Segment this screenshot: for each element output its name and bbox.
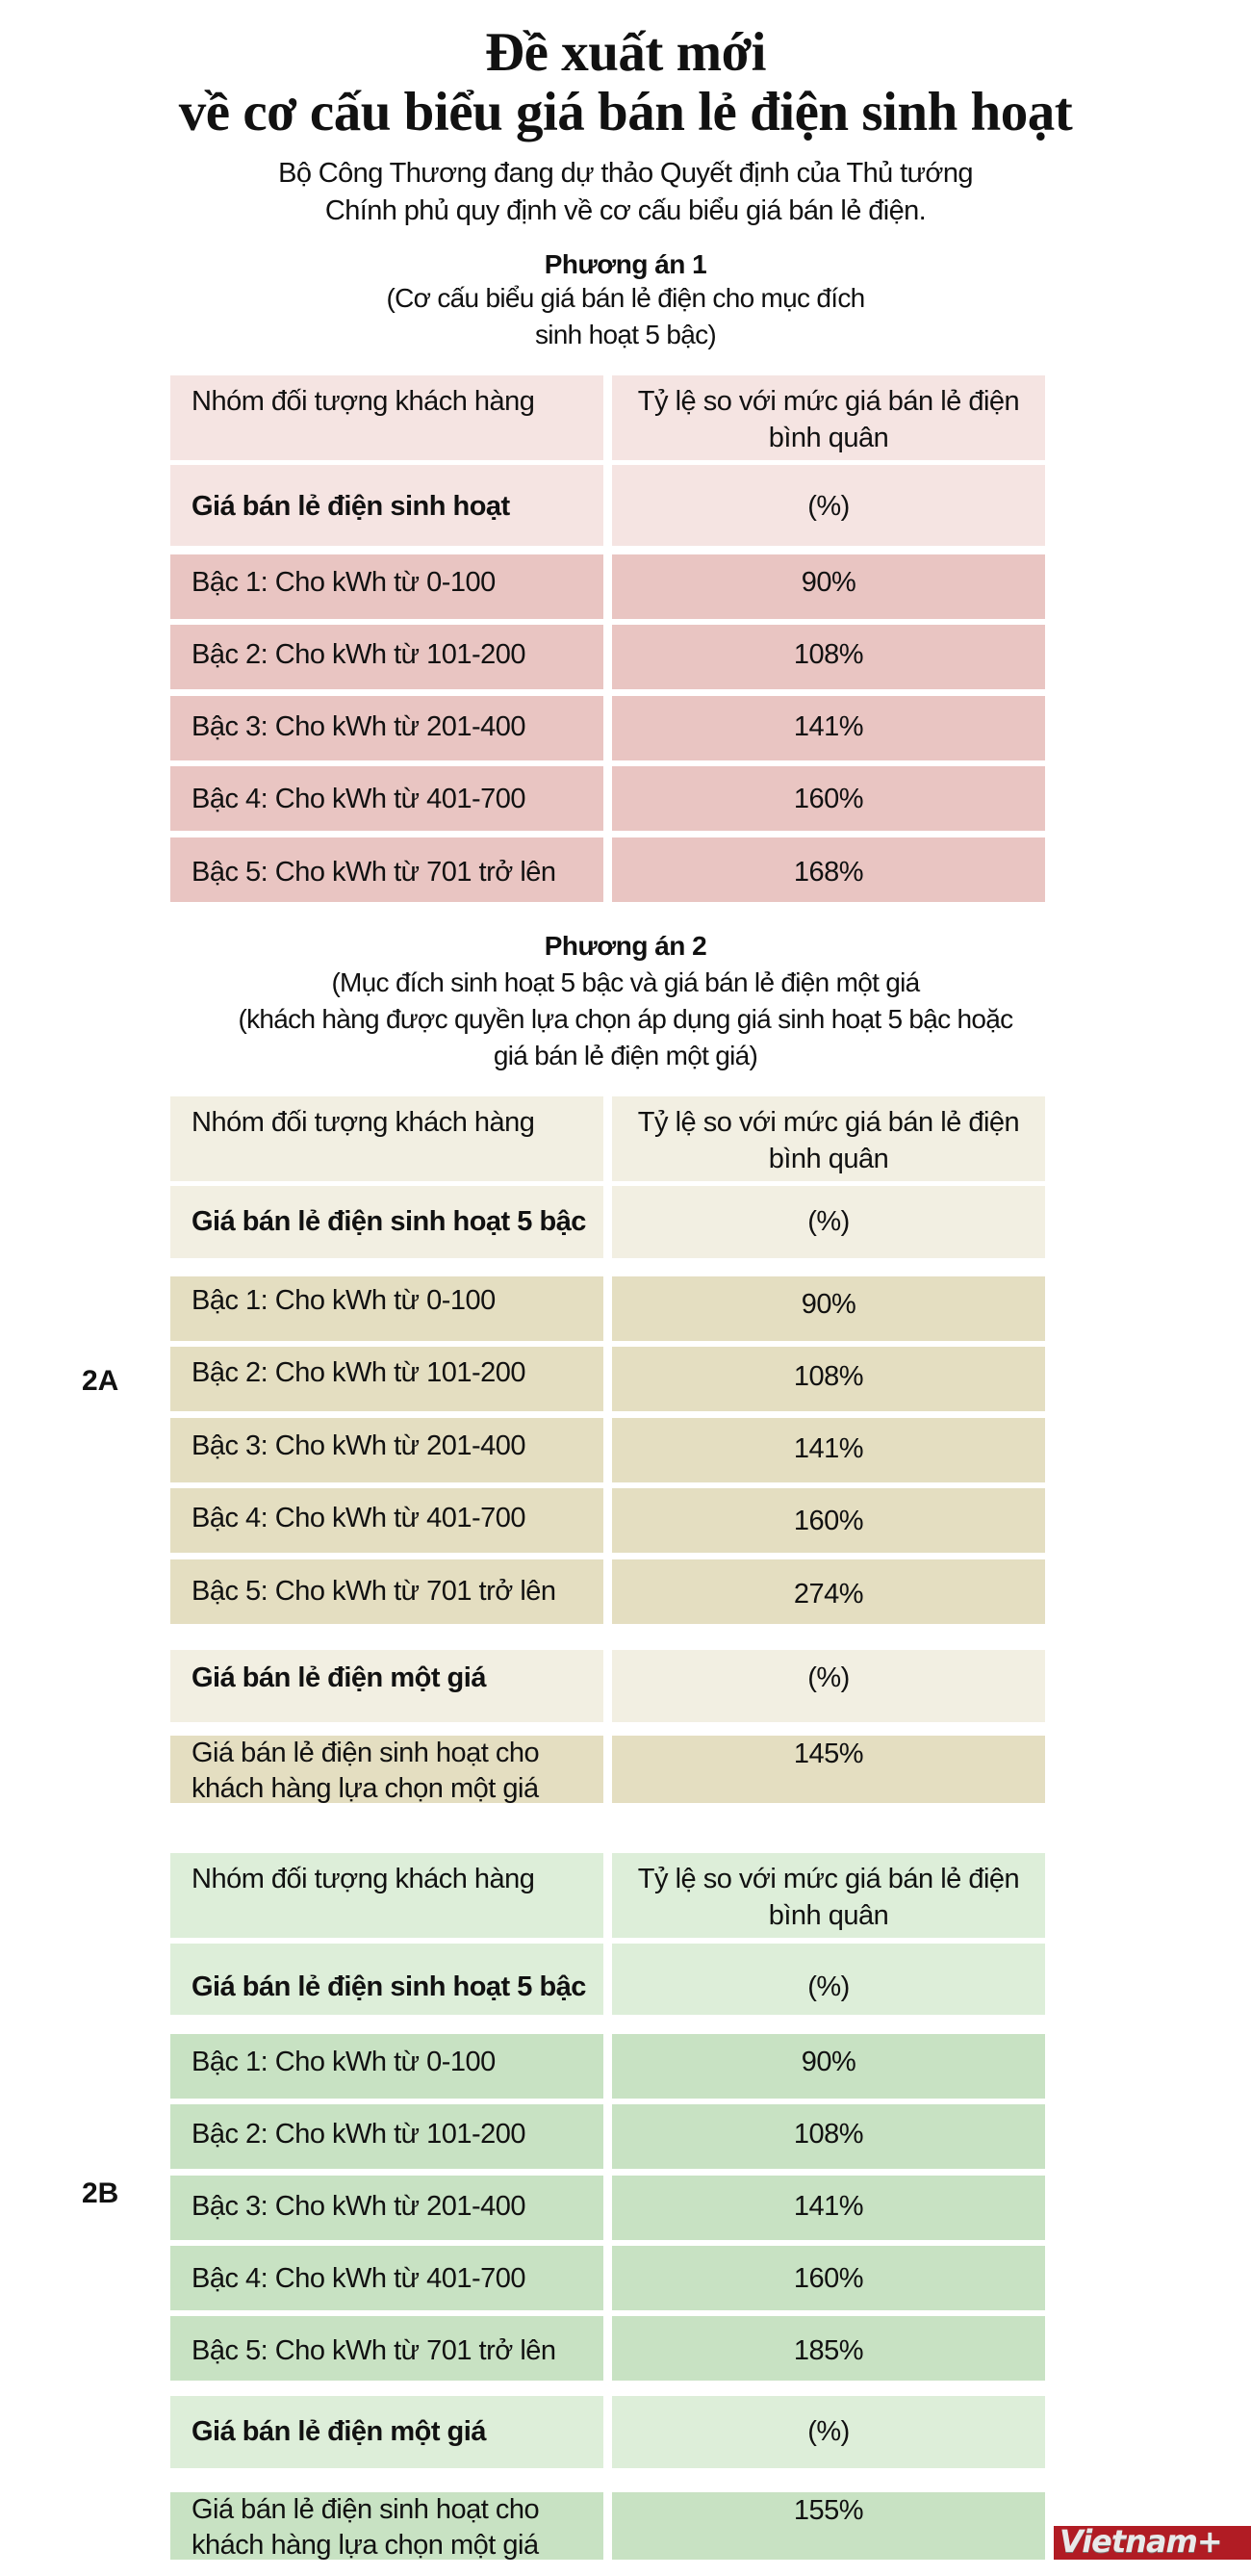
single-price-row-label-line2: khách hàng lựa chọn một giá — [191, 1773, 539, 1804]
col-header-ratio-line2: bình quân — [768, 423, 889, 453]
page-title-line2: về cơ cấu biểu giá bán lẻ điện sinh hoạt — [178, 82, 1073, 142]
tier-row-value: 160% — [612, 1488, 1045, 1553]
tier-row-value: 141% — [612, 1418, 1045, 1482]
option2-desc-line3: giá bán lẻ điện một giá) — [493, 1041, 758, 1070]
page-title-line1: Đề xuất mới — [484, 22, 767, 83]
col-header-customer-group: Nhóm đối tượng khách hàng — [170, 375, 603, 460]
col-header-ratio — [612, 1096, 1045, 1181]
logo-text: Vietnam+ — [1060, 2526, 1222, 2560]
tier-row-label: Bậc 1: Cho kWh từ 0-100 — [170, 2034, 603, 2099]
col-header-ratio-line1: Tỷ lệ so với mức giá bán lẻ điện — [637, 1107, 1020, 1138]
tier-row-label: Bậc 5: Cho kWh từ 701 trở lên — [170, 1559, 603, 1624]
tier-row-value: 141% — [612, 696, 1045, 760]
tier-row-value: 141% — [612, 2176, 1045, 2240]
tier-row-label: Bậc 2: Cho kWh từ 101-200 — [170, 625, 603, 689]
tier-row-value: 90% — [612, 554, 1045, 619]
group-label-residential: Giá bán lẻ điện sinh hoạt — [170, 465, 603, 546]
group-unit: (%) — [612, 1186, 1045, 1258]
tier-row-value: 90% — [612, 1276, 1045, 1341]
tier-row-label: Bậc 4: Cho kWh từ 401-700 — [170, 1488, 603, 1553]
single-price-row-value: 155% — [612, 2492, 1045, 2560]
option1-desc-line2: sinh hoạt 5 bậc) — [534, 320, 717, 349]
group-unit: (%) — [612, 1944, 1045, 2015]
tier-row-label: Bậc 3: Cho kWh từ 201-400 — [170, 696, 603, 760]
tier-row-value: 108% — [612, 625, 1045, 689]
option2-desc-line2: (khách hàng được quyền lựa chọn áp dụng giá sinh hoạt 5 bậc hoặc — [238, 1004, 1013, 1034]
variant-label-2a: 2A — [82, 1365, 119, 1397]
col-header-ratio-line1: Tỷ lệ so với mức giá bán lẻ điện — [637, 386, 1020, 417]
group-label-single-price: Giá bán lẻ điện một giá — [170, 2396, 603, 2468]
tier-row-value: 108% — [612, 2104, 1045, 2169]
single-price-row-label-line1: Giá bán lẻ điện sinh hoạt cho — [191, 2494, 540, 2525]
col-header-ratio — [612, 1853, 1045, 1938]
tier-row-label: Bậc 3: Cho kWh từ 201-400 — [170, 1418, 603, 1482]
subtitle-line2: Chính phủ quy định về cơ cấu biểu giá bán lẻ điện. — [324, 195, 927, 226]
tier-row-value: 160% — [612, 766, 1045, 831]
col-header-ratio-line2: bình quân — [768, 1900, 889, 1931]
tier-row-label: Bậc 2: Cho kWh từ 101-200 — [170, 1347, 603, 1411]
option1-title: Phương án 1 — [544, 249, 707, 279]
option2-title: Phương án 2 — [544, 931, 707, 961]
tier-row-label: Bậc 5: Cho kWh từ 701 trở lên — [170, 837, 603, 902]
group-unit: (%) — [612, 1650, 1045, 1722]
group-label-5-tier: Giá bán lẻ điện sinh hoạt 5 bậc — [170, 1944, 603, 2015]
group-unit: (%) — [612, 2396, 1045, 2468]
col-header-customer-group: Nhóm đối tượng khách hàng — [170, 1853, 603, 1938]
tier-row-label: Bậc 2: Cho kWh từ 101-200 — [170, 2104, 603, 2169]
col-header-ratio-line2: bình quân — [768, 1144, 889, 1174]
col-header-customer-group: Nhóm đối tượng khách hàng — [170, 1096, 603, 1181]
tier-row-label: Bậc 4: Cho kWh từ 401-700 — [170, 766, 603, 831]
single-price-row-label — [170, 1736, 603, 1803]
tier-row-label: Bậc 5: Cho kWh từ 701 trở lên — [170, 2316, 603, 2381]
tier-row-label: Bậc 3: Cho kWh từ 201-400 — [170, 2176, 603, 2240]
subtitle-line1: Bộ Công Thương đang dự thảo Quyết định của Thủ tướng — [278, 158, 973, 189]
group-label-5-tier: Giá bán lẻ điện sinh hoạt 5 bậc — [170, 1186, 603, 1258]
option2-desc-line1: (Mục đích sinh hoạt 5 bậc và giá bán lẻ điện một giá — [331, 967, 920, 997]
col-header-ratio — [612, 375, 1045, 460]
variant-label-2b: 2B — [82, 2177, 119, 2209]
tier-row-value: 160% — [612, 2246, 1045, 2310]
vietnamplus-logo — [1054, 2526, 1251, 2560]
col-header-ratio-line1: Tỷ lệ so với mức giá bán lẻ điện — [637, 1864, 1020, 1894]
tier-row-label: Bậc 4: Cho kWh từ 401-700 — [170, 2246, 603, 2310]
single-price-row-label — [170, 2492, 603, 2560]
group-unit: (%) — [612, 465, 1045, 546]
tier-row-label: Bậc 1: Cho kWh từ 0-100 — [170, 1276, 603, 1341]
single-price-row-label-line1: Giá bán lẻ điện sinh hoạt cho — [191, 1738, 540, 1768]
tier-row-value: 108% — [612, 1347, 1045, 1411]
single-price-row-label-line2: khách hàng lựa chọn một giá — [191, 2530, 539, 2561]
group-label-single-price: Giá bán lẻ điện một giá — [170, 1650, 603, 1722]
option1-desc-line1: (Cơ cấu biểu giá bán lẻ điện cho mục đích — [386, 283, 865, 313]
tier-row-value: 168% — [612, 837, 1045, 902]
tier-row-value: 274% — [612, 1559, 1045, 1624]
tier-row-label: Bậc 1: Cho kWh từ 0-100 — [170, 554, 603, 619]
single-price-row-value: 145% — [612, 1736, 1045, 1803]
tier-row-value: 185% — [612, 2316, 1045, 2381]
tier-row-value: 90% — [612, 2034, 1045, 2099]
